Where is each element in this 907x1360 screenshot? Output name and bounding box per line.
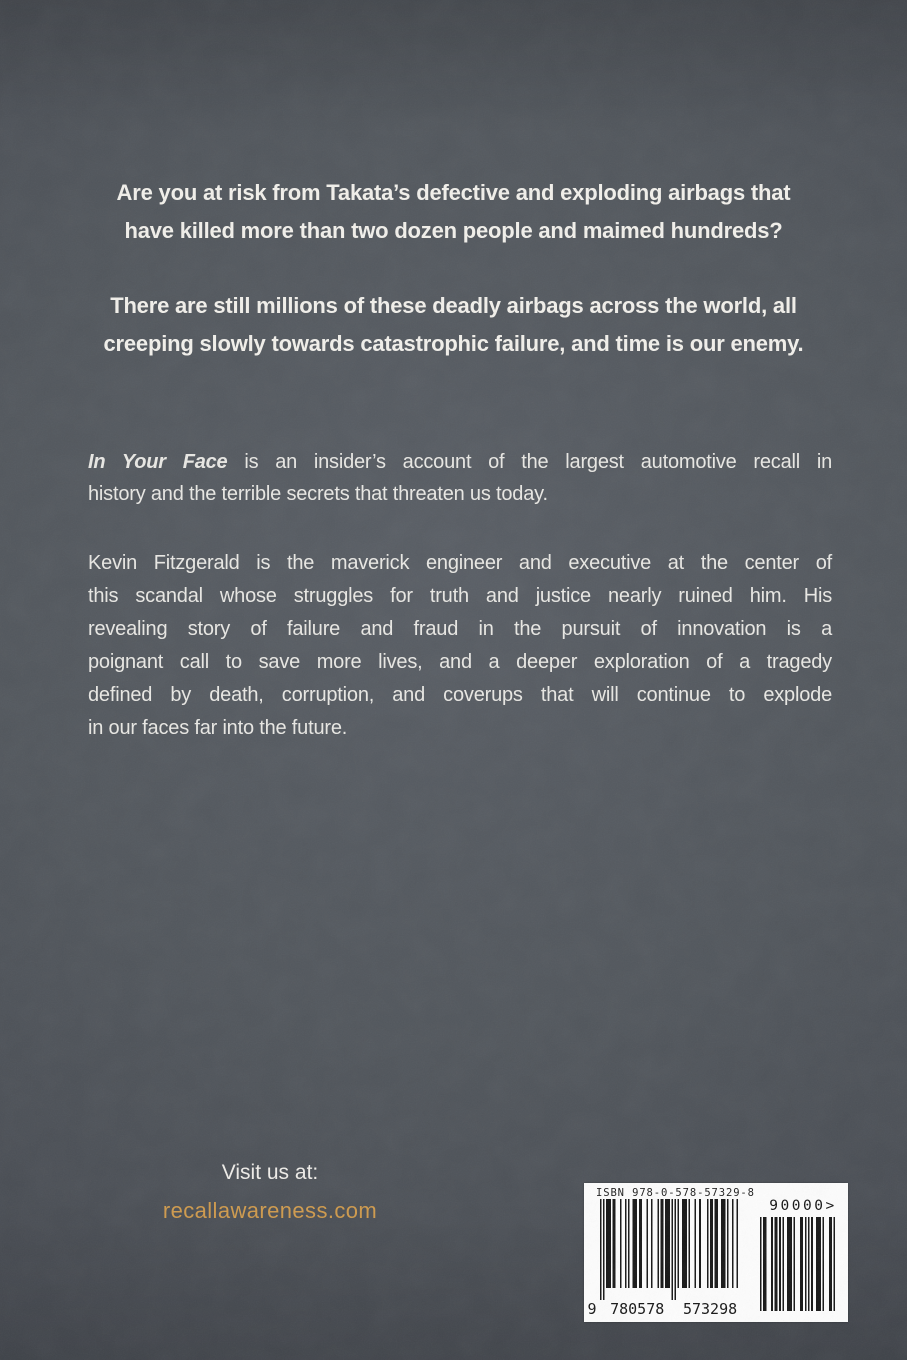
- synopsis-line-6: in our faces far into the future.: [88, 717, 348, 739]
- book-title-inline: In Your Face: [88, 451, 228, 473]
- intro-paragraph: [88, 446, 832, 510]
- supplement-code-label: 90000>: [769, 1198, 837, 1214]
- isbn-label: ISBN 978-0-578-57329-8: [596, 1187, 755, 1199]
- ean13-barcode: [586, 1199, 752, 1320]
- intro-line-1-text: is an insider’s account of the largest automotive recall in: [244, 451, 832, 473]
- supplement-barcode: [759, 1217, 835, 1312]
- intro-line-1: [88, 446, 832, 478]
- synopsis-line-3: revealing story of failure and fraud in the pursuit of innovation is a: [88, 618, 832, 640]
- visit-label: Visit us at:: [221, 1161, 319, 1184]
- synopsis-line-2: this scandal whose struggles for truth and justice nearly ruined him. His: [88, 585, 832, 607]
- headline-line-3: There are still millions of these deadly airbags across the world, all: [110, 293, 797, 318]
- website-url: recallawareness.com: [162, 1198, 378, 1223]
- headline-line-1: Are you at risk from Takata’s defective and exploding airbags that: [116, 180, 791, 205]
- synopsis-line-5: defined by death, corruption, and coverups that will continue to explode: [88, 684, 832, 706]
- headline-line-4: creeping slowly towards catastrophic failure, and time is our enemy.: [103, 331, 804, 356]
- headline-paragraph-2: [0, 287, 907, 363]
- barcode-digits-right-group: 573298: [682, 1300, 738, 1318]
- synopsis-line-4: poignant call to save more lives, and a deeper exploration of a tragedy: [88, 651, 832, 673]
- barcode-box: [584, 1183, 848, 1322]
- synopsis-line-1: Kevin Fitzgerald is the maverick engineer and executive at the center of: [88, 552, 832, 574]
- barcode-digit-leading: 9: [587, 1300, 597, 1318]
- headline-line-2: have killed more than two dozen people and maimed hundreds?: [124, 218, 783, 243]
- headline-paragraph-1: [0, 174, 907, 250]
- intro-line-2: history and the terrible secrets that threaten us today.: [88, 483, 548, 505]
- barcode-digits-left-group: 780578: [610, 1300, 665, 1318]
- synopsis-paragraph: [88, 547, 832, 745]
